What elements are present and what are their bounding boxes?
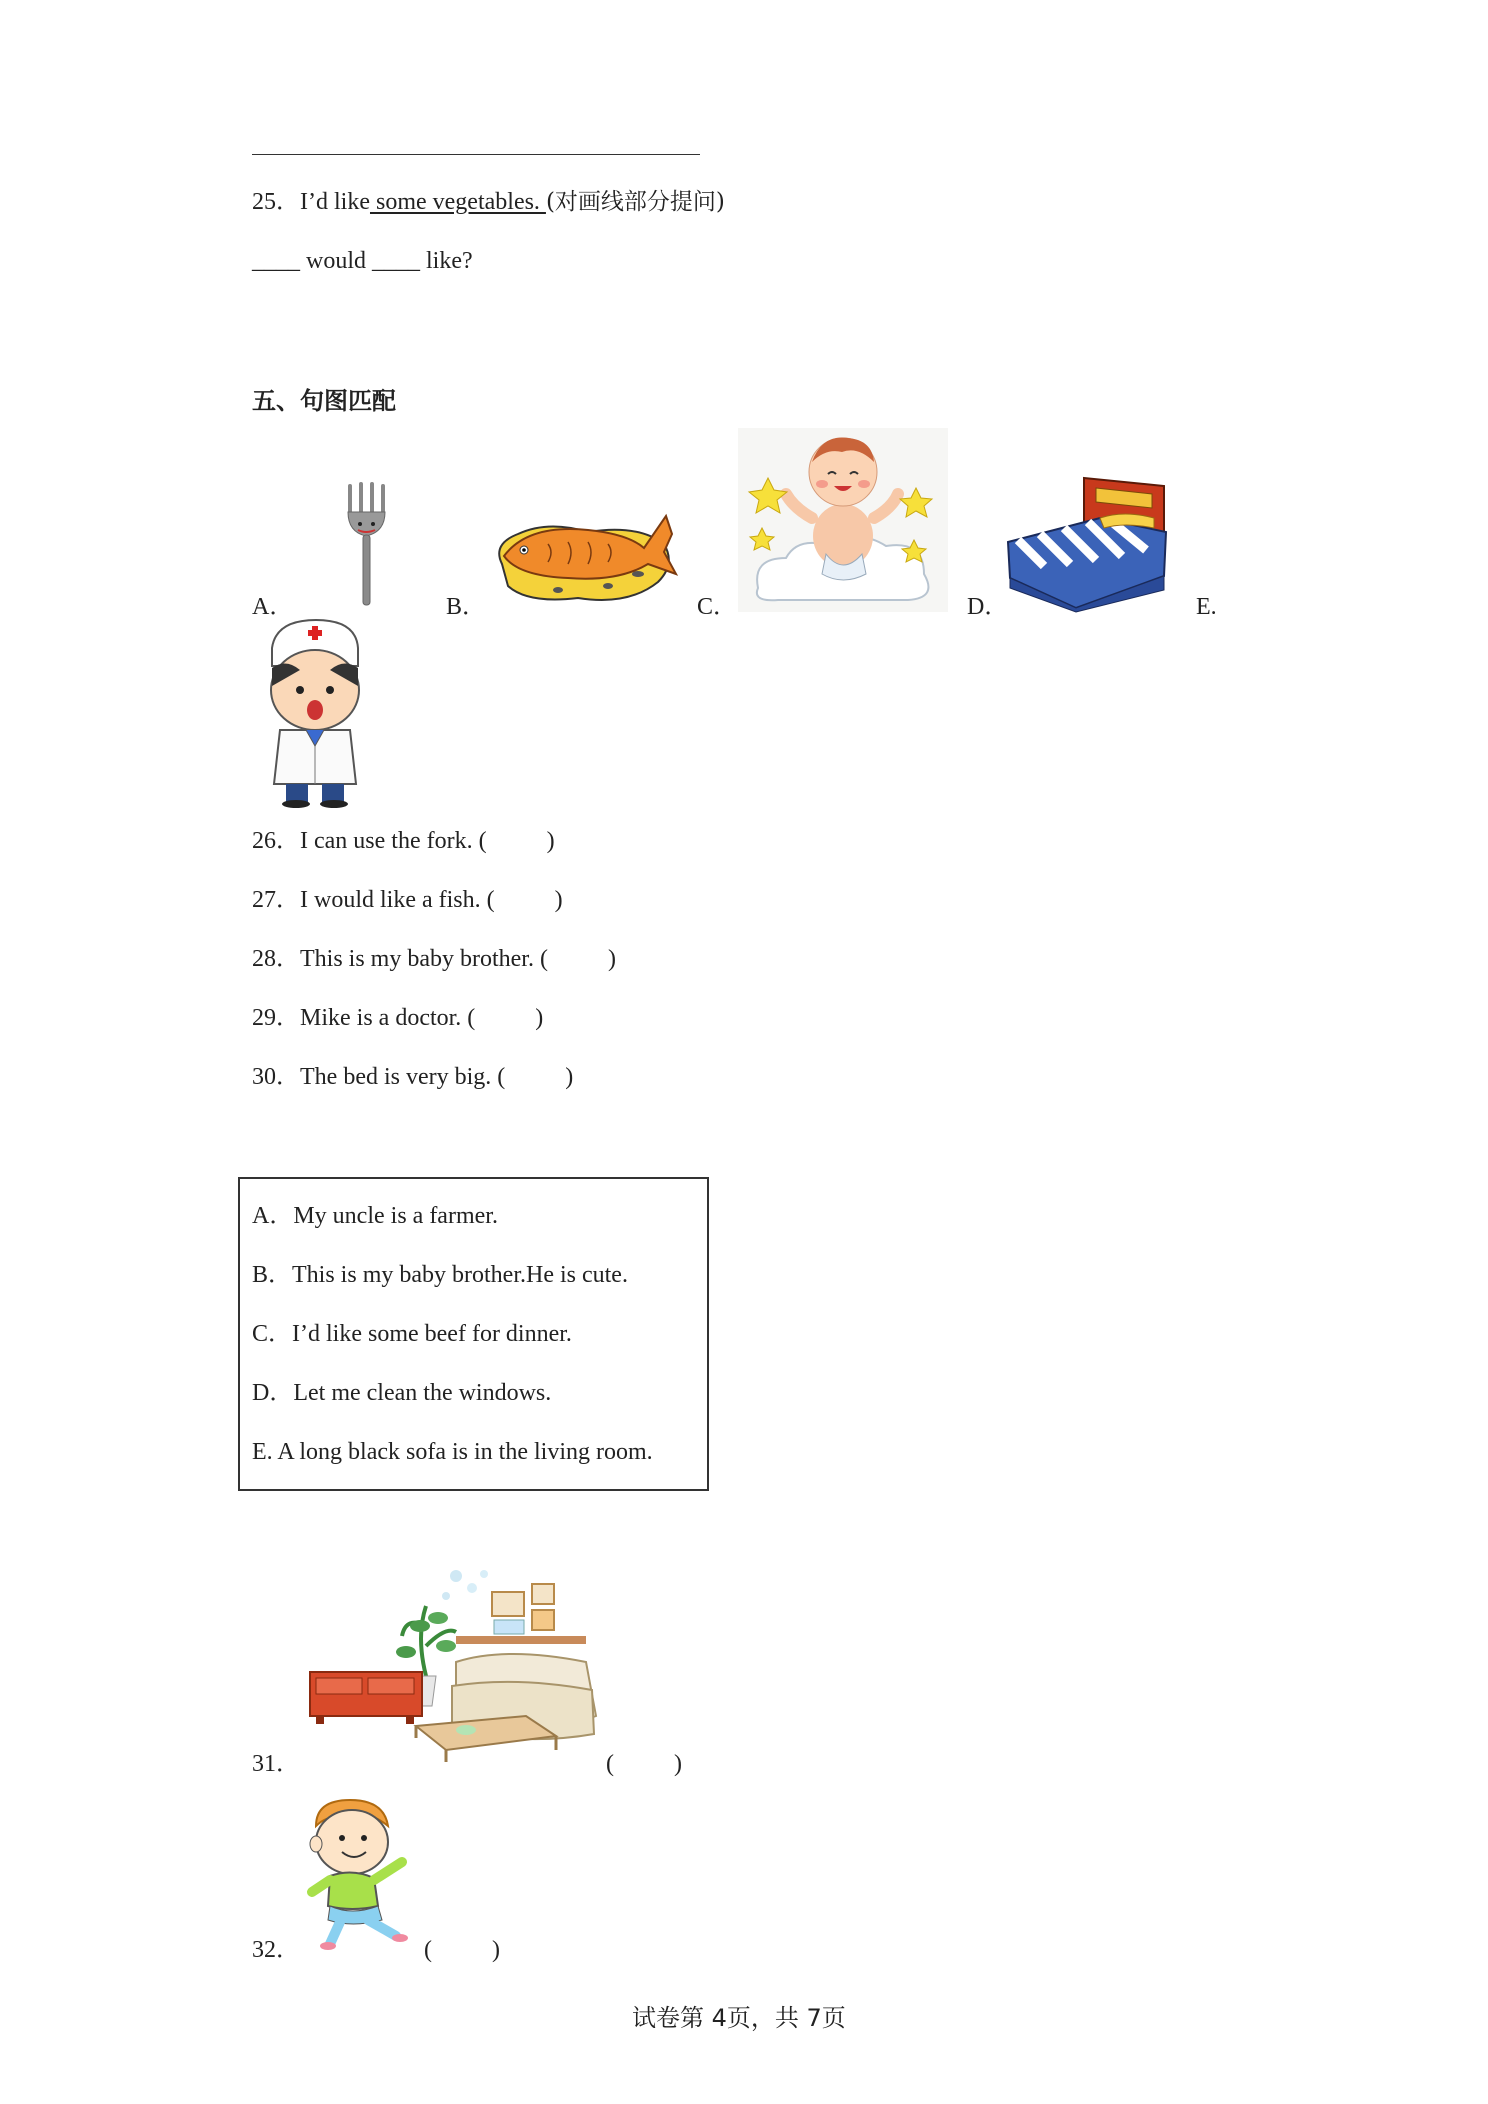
question-31-answer[interactable]: ( )	[606, 1751, 682, 1777]
fork-icon	[342, 480, 392, 610]
living-room-icon	[306, 1566, 602, 1766]
answer-25: ____ would ____ like?	[252, 248, 473, 274]
question-27: 27．I would like a fish. ( )	[252, 887, 563, 913]
question-26: 26．I can use the fork. ( )	[252, 828, 555, 854]
underlined-phrase: some vegetables.	[369, 189, 546, 215]
boy-icon	[306, 1796, 416, 1952]
doctor-icon	[256, 618, 374, 808]
question-29: 29．Mike is a doctor. ( )	[252, 1005, 544, 1031]
question-number: 25．	[252, 189, 300, 215]
bed-icon	[1004, 472, 1174, 612]
page-footer: 试卷第 4页，共 7页	[632, 2004, 846, 2032]
question-25	[252, 187, 725, 217]
question-32-answer[interactable]: ( )	[424, 1937, 500, 1963]
question-30: 30．The bed is very big. ( )	[252, 1064, 574, 1090]
image-label-d: D．	[967, 594, 1009, 620]
image-label-b: B．	[446, 594, 487, 620]
question-text: I’d like	[300, 189, 370, 215]
option-b: B．This is my baby brother.He is cute.	[252, 1262, 628, 1288]
option-e: E. A long black sofa is in the living room.	[252, 1439, 653, 1465]
option-d: D．Let me clean the windows.	[252, 1380, 552, 1406]
answer-blank[interactable]: ____	[372, 248, 420, 274]
image-label-e: E.	[1196, 594, 1217, 620]
instruction: (对画线部分提问)	[545, 189, 725, 215]
baby-icon	[738, 428, 948, 612]
option-a: A．My uncle is a farmer.	[252, 1203, 498, 1229]
question-28: 28．This is my baby brother. ( )	[252, 946, 616, 972]
image-label-a: A．	[252, 594, 294, 620]
question-31-number: 31．	[252, 1751, 300, 1777]
answer-line	[252, 154, 700, 155]
fish-icon	[488, 494, 684, 610]
section-heading: 五、句图匹配	[252, 387, 396, 415]
question-32-number: 32．	[252, 1937, 300, 1963]
image-label-c: C．	[697, 594, 738, 620]
answer-blank[interactable]: ____	[252, 248, 300, 274]
option-c: C．I’d like some beef for dinner.	[252, 1321, 572, 1347]
